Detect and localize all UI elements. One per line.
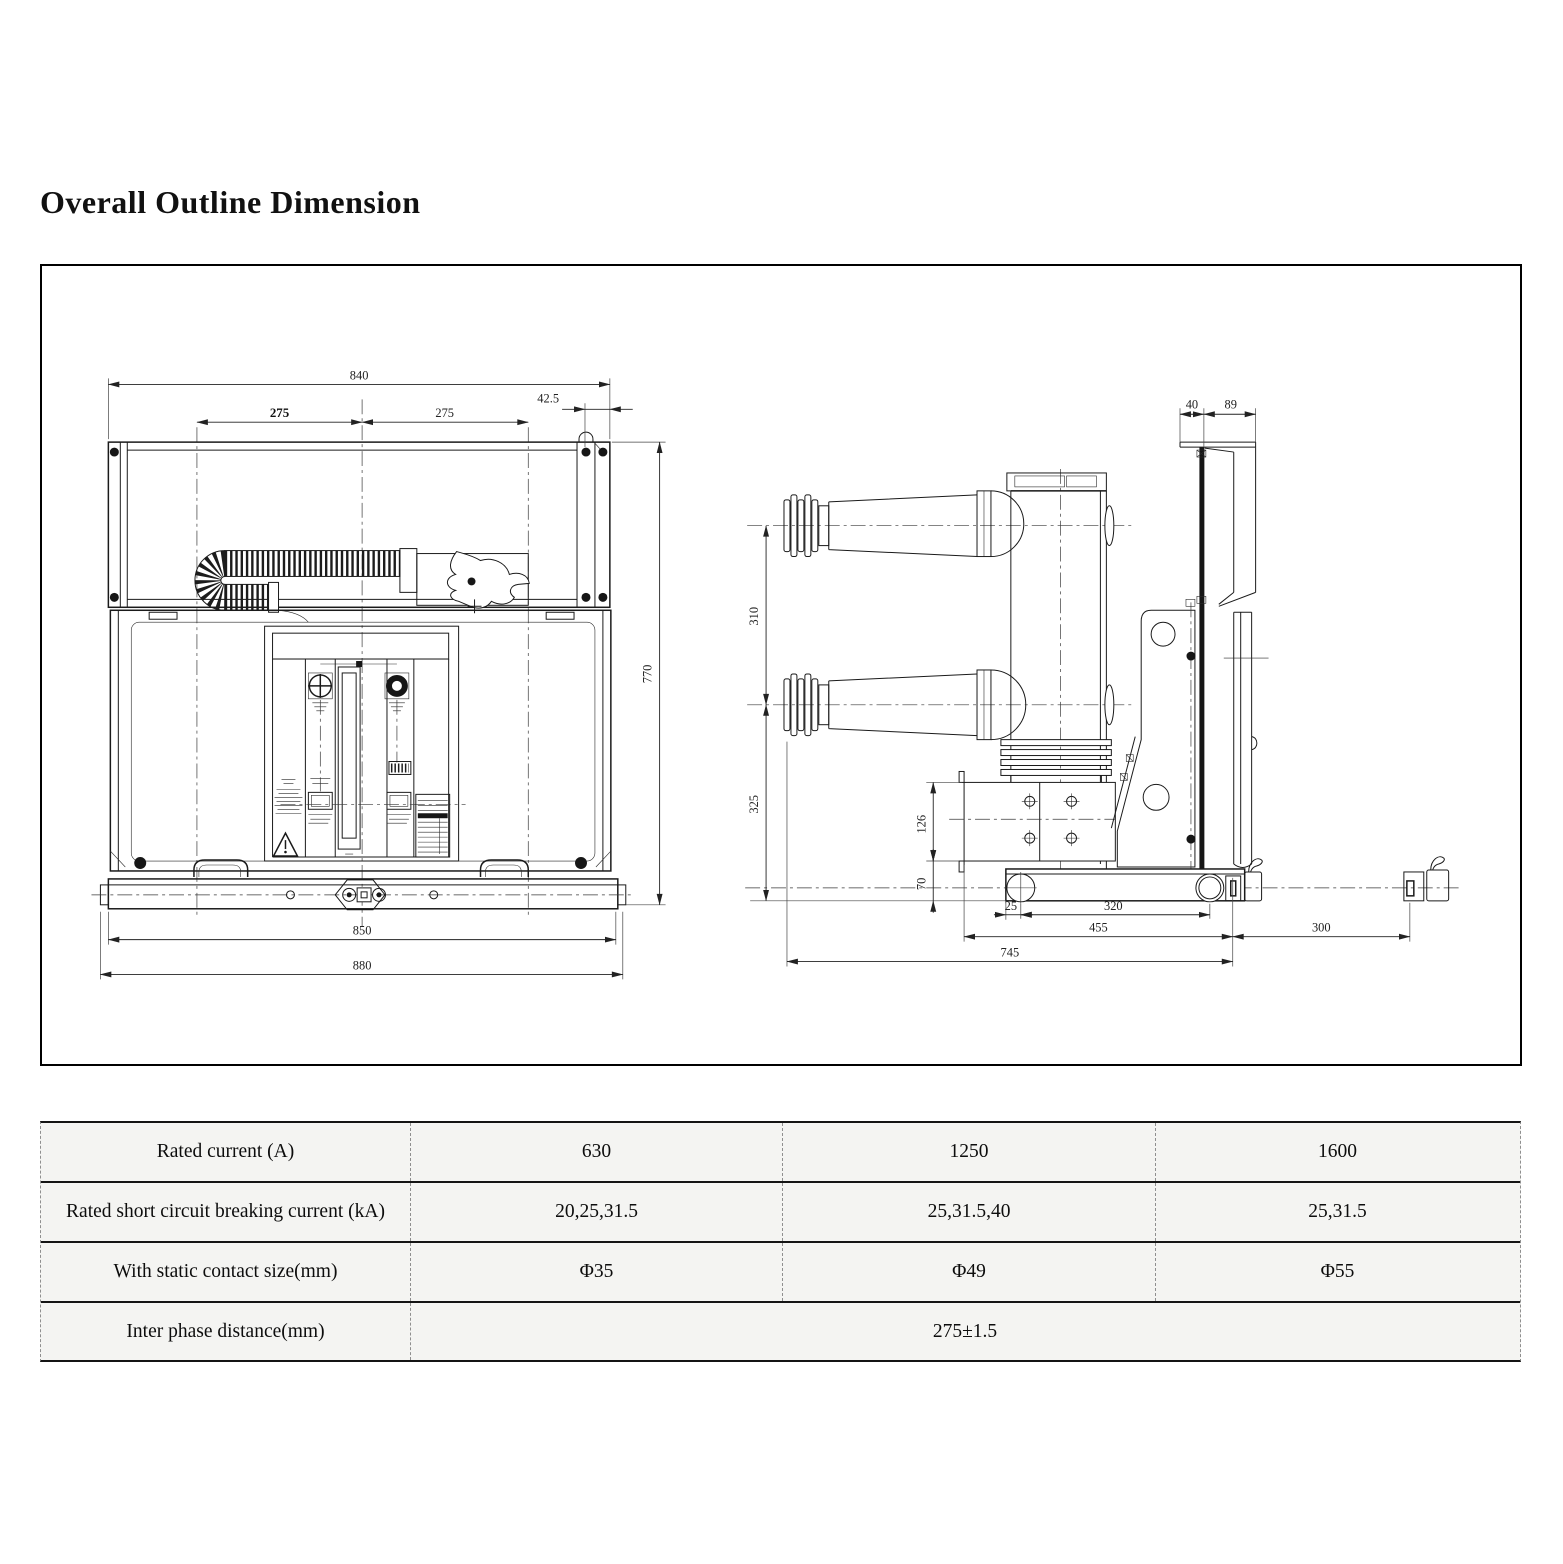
spec-cell: 1600 <box>1318 1141 1357 1162</box>
row-label: Inter phase distance(mm) <box>41 1303 411 1360</box>
dim-25-label: 25 <box>1004 898 1018 913</box>
spec-cell: 275±1.5 <box>932 1320 998 1342</box>
dim-70-label: 70 <box>914 877 929 891</box>
bellows <box>1001 740 1111 783</box>
table-row <box>41 1243 1520 1303</box>
dim-40-label: 40 <box>1185 397 1199 412</box>
nameplate <box>416 794 450 857</box>
mounting-box <box>949 771 1115 871</box>
dim-310-label: 310 <box>747 606 762 626</box>
front-panel <box>265 626 466 861</box>
phase-centerlines <box>197 399 528 926</box>
upper-pole-bushing <box>784 491 1024 557</box>
interlock-hook <box>400 549 529 614</box>
spec-cell: 630 <box>411 1123 783 1181</box>
front-view <box>91 368 665 979</box>
dim-89-label: 89 <box>1224 397 1237 412</box>
top-frame <box>108 432 609 607</box>
rear-bracket <box>1404 857 1449 901</box>
page-title: Overall Outline Dimension <box>40 184 421 220</box>
support-frame <box>1111 602 1195 879</box>
dim-880-label: 880 <box>352 958 372 973</box>
table-row <box>41 1183 1520 1243</box>
spec-cell: 1250 <box>783 1123 1156 1181</box>
row-label: With static contact size(mm) <box>41 1243 411 1301</box>
side-view <box>745 397 1458 966</box>
spec-cell: 25,31.5,40 <box>783 1183 1156 1241</box>
dim-275-right-label: 275 <box>435 406 455 421</box>
dim-275-left-label: 275 <box>269 405 290 421</box>
spec-cell: Φ55 <box>1320 1261 1355 1282</box>
dim-770-label: 770 <box>640 664 655 684</box>
viewing-window <box>338 667 360 854</box>
row-label: Rated short circuit breaking current (kA) <box>41 1183 411 1241</box>
dim-325-label: 325 <box>747 794 762 814</box>
dim-745-label: 745 <box>1000 945 1020 960</box>
dim-42_5-label: 42.5 <box>537 391 560 406</box>
dim-126-label: 126 <box>914 814 929 834</box>
dim-850-label: 850 <box>352 923 372 938</box>
front-view-dimensions <box>100 368 665 979</box>
dim-840-label: 840 <box>349 368 369 383</box>
specification-table <box>40 1121 1521 1362</box>
row-label: Rated current (A) <box>41 1123 411 1181</box>
spec-cell: 25,31.5 <box>1308 1201 1367 1222</box>
warning-label <box>274 779 303 856</box>
outline-dimension-drawing <box>40 264 1522 1066</box>
spec-cell: Φ49 <box>783 1243 1156 1301</box>
table-row <box>41 1123 1520 1183</box>
dim-455-label: 455 <box>1089 920 1108 935</box>
lift-handles <box>194 860 528 877</box>
dim-320-label: 320 <box>1104 898 1123 913</box>
engineering-drawing-svg <box>42 266 1520 1064</box>
spec-cell: Φ35 <box>411 1243 783 1301</box>
flexible-conduit <box>195 551 400 623</box>
dim-300-label: 300 <box>1311 920 1331 935</box>
table-row <box>41 1303 1520 1360</box>
spec-cell: 20,25,31.5 <box>411 1183 783 1241</box>
